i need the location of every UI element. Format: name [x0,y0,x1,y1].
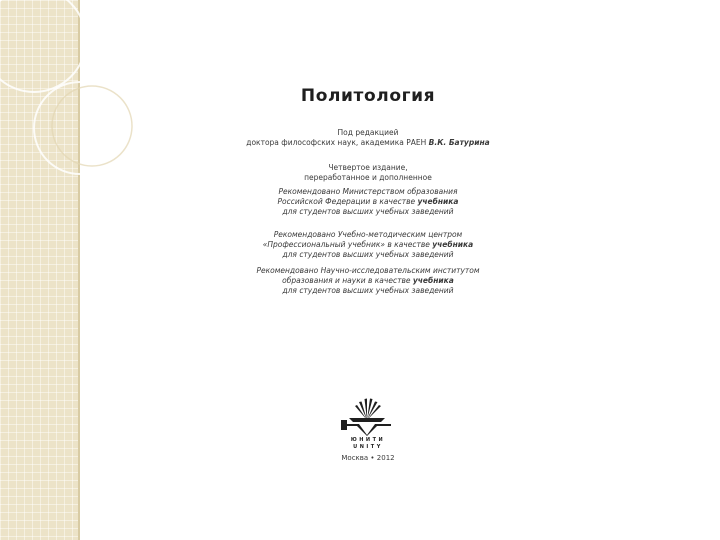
recommendation-block-1 [0,187,720,217]
edition-block [0,163,720,183]
recommendation-block-2 [0,230,720,260]
recommendation-2-line-1: Рекомендовано Учебно-методическим центром [273,230,463,239]
recommendation-1-line-1: Рекомендовано Министерством образования [278,187,458,196]
editor-line-2 [16,138,720,148]
edition-line-2: переработанное и дополненное [304,173,432,182]
publisher-logo-icon [337,398,397,436]
recommendation-3-bold: учебника [412,276,454,285]
recommendation-3-line-1: Рекомендовано Научно-исследовательским институтом [256,266,480,275]
edition-line-1: Четвертое издание, [328,163,408,172]
recommendation-2-line-2 [16,240,720,250]
recommendation-3-line-3: для студентов высших учебных заведений [282,286,454,295]
book-title: Политология [300,86,436,106]
recommendation-2-text: «Профессиональный учебник» в качестве [262,240,433,249]
publisher-name-ru: ЮНИТИ [350,437,386,443]
recommendation-block-3 [0,266,720,296]
recommendation-2-line-3: для студентов высших учебных заведений [282,250,454,259]
recommendation-1-text: Российской Федерации в качестве [277,197,418,206]
editor-block [0,128,720,148]
recommendation-3-text: образования и науки в качестве [282,276,413,285]
publisher-name-en: UNITY [353,444,383,450]
recommendation-1-bold: учебника [417,197,459,206]
imprint-city-year: Москва • 2012 [341,454,395,462]
recommendation-1-line-3: для студентов высших учебных заведений [282,207,454,216]
recommendation-3-line-2 [16,276,720,286]
editor-line-1: Под редакцией [337,128,399,137]
recommendation-1-line-2 [16,197,720,207]
editor-credentials: доктора философских наук, академика РАЕН [246,138,429,147]
editor-name: В.К. Батурина [428,138,490,147]
recommendation-2-bold: учебника [432,240,474,249]
